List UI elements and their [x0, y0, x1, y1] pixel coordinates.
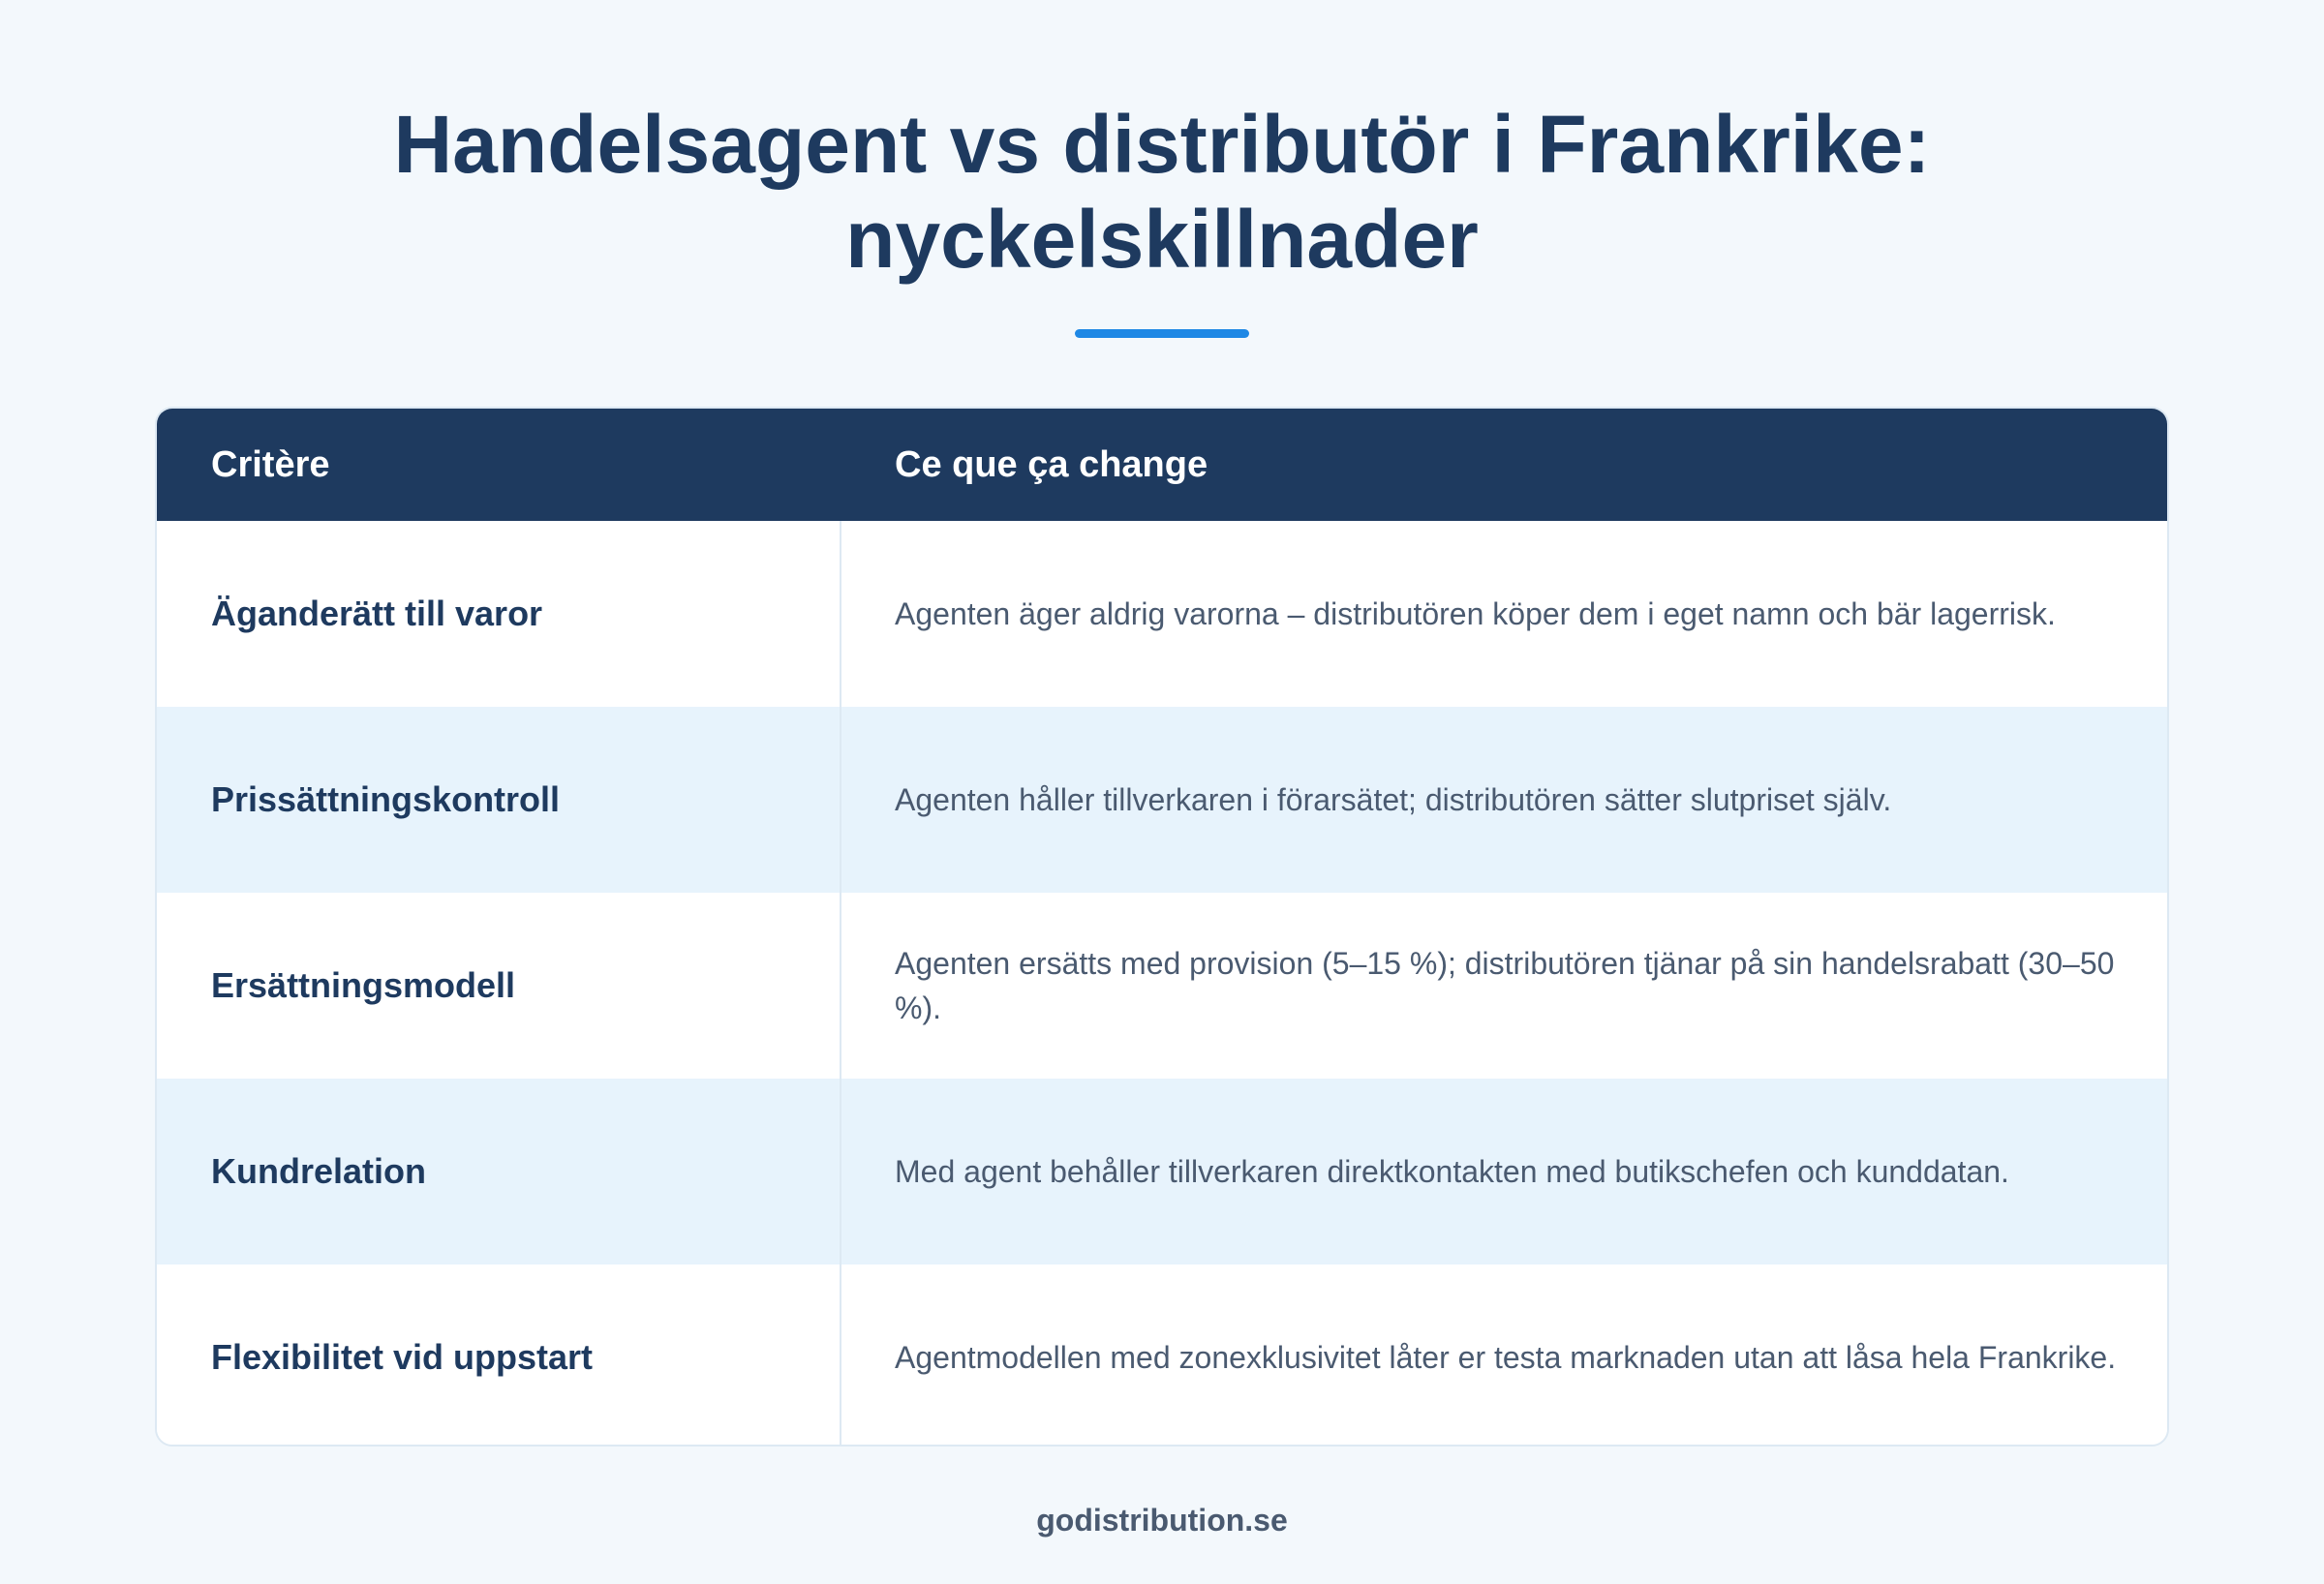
footer-domain: godistribution.se: [1036, 1503, 1288, 1538]
header-what-changes: Ce que ça change: [895, 444, 1208, 485]
table-header: [157, 409, 2167, 521]
table-row: [157, 521, 2167, 707]
description-cell: Agenten ersätts med provision (5–15 %); distributören tjänar på sin handelsrabatt (30–50 %).: [895, 946, 2115, 1025]
description-cell: Med agent behåller tillverkaren direktkontakten med butikschefen och kunddatan.: [895, 1154, 2009, 1189]
column-divider: [840, 521, 841, 1447]
comparison-table: [155, 407, 2169, 1447]
criterion-cell: Äganderätt till varor: [211, 594, 543, 633]
description-cell: Agenten håller tillverkaren i förarsätet; distributören sätter slutpriset själv.: [895, 782, 1892, 817]
page-title-line-2: nyckelskillnader: [845, 194, 1479, 285]
table-row: [157, 707, 2167, 893]
criterion-cell: Ersättningsmodell: [211, 965, 516, 1005]
title-underline: [1075, 329, 1249, 338]
page-title: [0, 97, 2324, 287]
table-row: [157, 1264, 2167, 1447]
description-cell: Agenten äger aldrig varorna – distributören köper dem i eget namn och bär lagerrisk.: [895, 596, 2056, 631]
criterion-cell: Kundrelation: [211, 1151, 426, 1191]
description-cell: Agentmodellen med zonexklusivitet låter er testa marknaden utan att låsa hela Frankrike.: [895, 1340, 2117, 1375]
page-title-line-1: Handelsagent vs distributör i Frankrike:: [393, 99, 1931, 190]
criterion-cell: Flexibilitet vid uppstart: [211, 1337, 594, 1377]
criterion-cell: Prissättningskontroll: [211, 779, 561, 819]
table-row: [157, 1079, 2167, 1264]
header-criterion: Critère: [211, 444, 330, 485]
table-row: [157, 893, 2167, 1079]
